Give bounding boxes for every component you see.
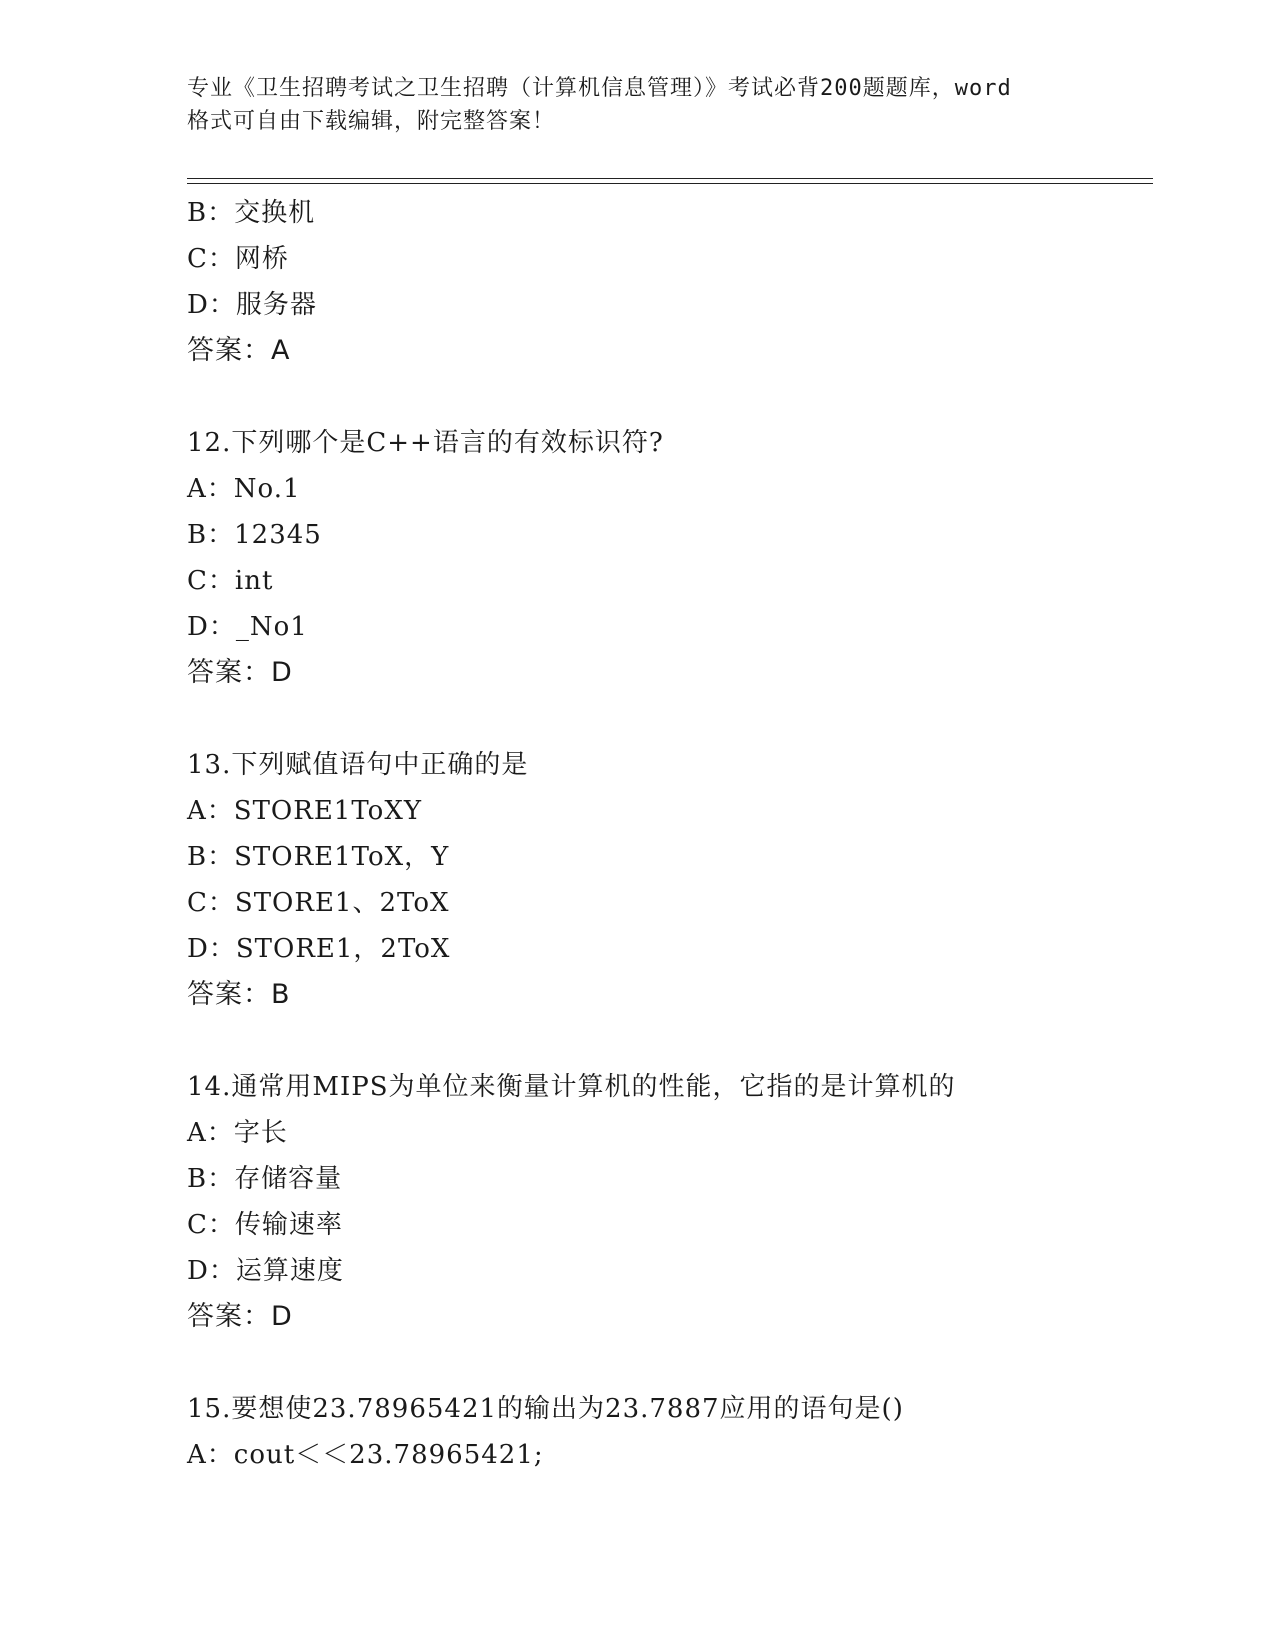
question-title: 13.下列赋值语句中正确的是 [187,750,529,780]
question-15 [187,1386,1147,1478]
answer-line: 答案：B [187,979,291,1010]
question-11-tail [187,190,1147,374]
spacer [187,374,1147,420]
question-14 [187,1064,1147,1340]
option-a: A：字长 [187,1118,288,1148]
spacer [187,696,1147,742]
option-d: D：运算速度 [187,1256,344,1286]
option-d: D：服务器 [187,290,317,320]
option-b: B：存储容量 [187,1164,343,1194]
answer-line: 答案：D [187,1301,293,1332]
question-list [187,190,1147,1478]
option-c: C：网桥 [187,244,289,274]
header-rule-top [187,178,1153,179]
question-12 [187,420,1147,696]
answer-line: 答案：D [187,657,293,688]
answer-line: 答案：A [187,335,291,366]
spacer [187,1018,1147,1064]
option-a: A：No.1 [187,474,301,504]
option-d: D：_No1 [187,612,308,642]
option-c: C：传输速率 [187,1210,343,1240]
option-b: B：12345 [187,520,322,550]
question-title: 14.通常用MIPS为单位来衡量计算机的性能，它指的是计算机的 [187,1072,956,1102]
header-line-2: 格式可自由下载编辑，附完整答案！ [187,109,556,134]
option-b: B：交换机 [187,198,316,228]
option-a: A：cout＜＜23.78965421; [187,1440,544,1470]
question-title: 15.要想使23.78965421的输出为23.7887应用的语句是() [187,1394,904,1424]
option-c: C：STORE1、2ToX [187,888,450,918]
option-a: A：STORE1ToXY [187,796,422,826]
option-b: B：STORE1ToX，Y [187,842,450,872]
header-line-1: 专业《卫生招聘考试之卫生招聘（计算机信息管理）》考试必背200题题库，word [187,76,1012,101]
question-13 [187,742,1147,1018]
document-header [187,72,1087,138]
header-rule-bottom [187,183,1153,184]
question-title: 12.下列哪个是C++语言的有效标识符? [187,428,664,458]
option-c: C：int [187,566,274,596]
option-d: D：STORE1，2ToX [187,934,451,964]
spacer [187,1340,1147,1386]
